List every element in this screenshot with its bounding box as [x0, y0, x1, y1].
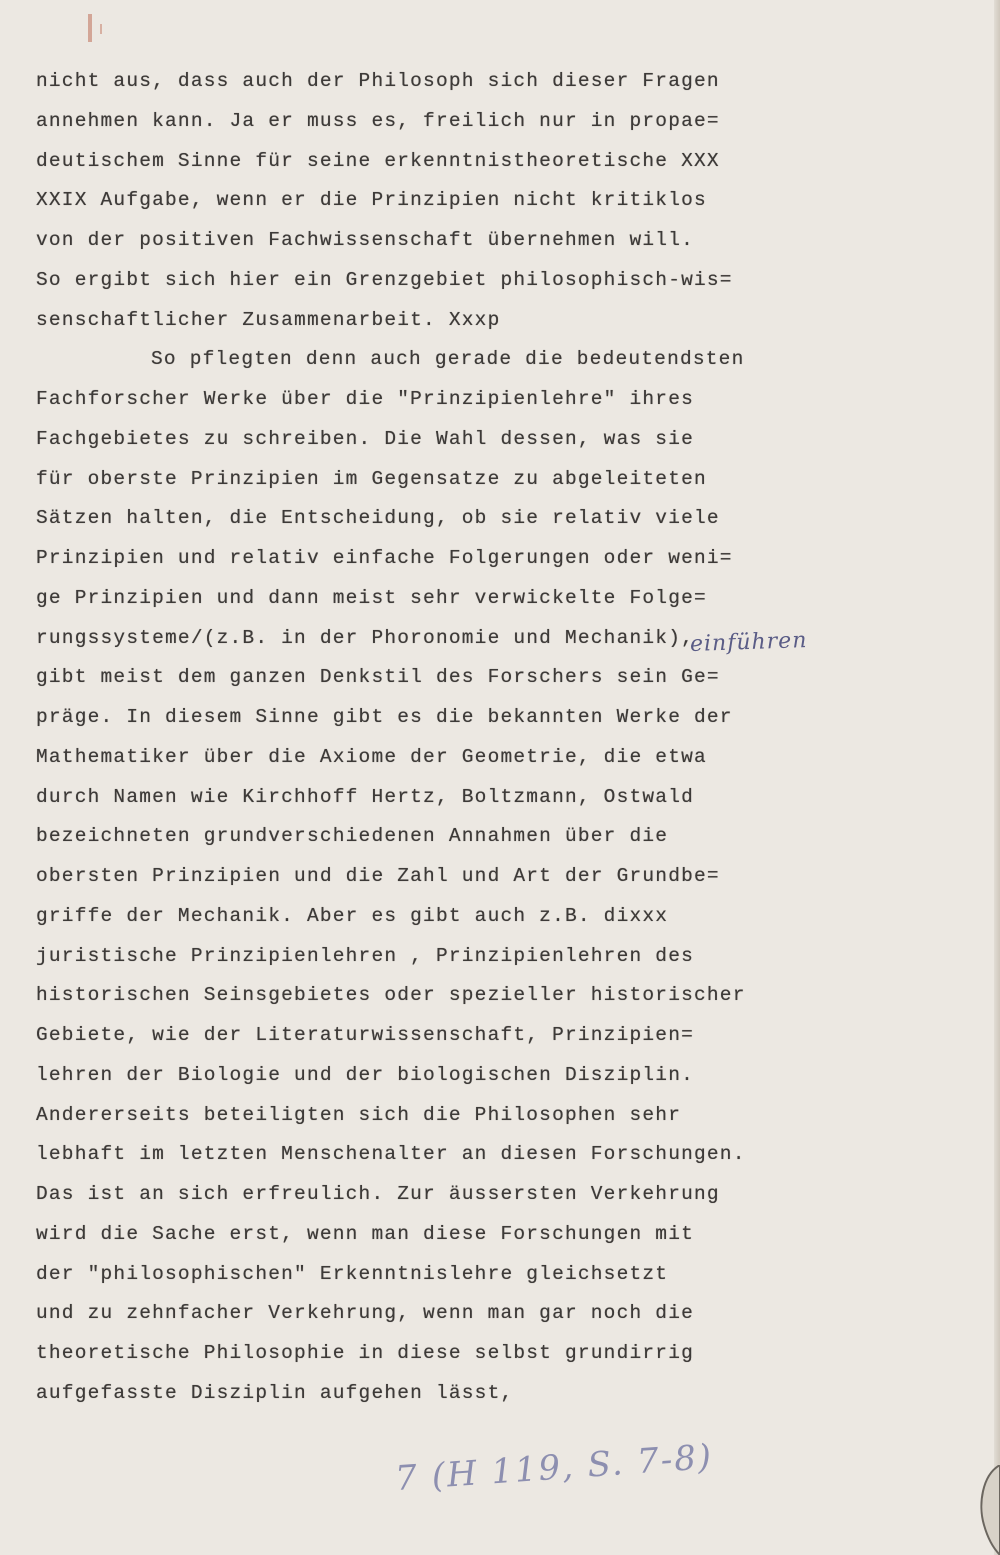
text-line: nicht aus, dass auch der Philosoph sich dieser Fragen — [36, 70, 720, 92]
paragraph-start-line: So pflegten denn auch gerade die bedeutendsten — [151, 348, 745, 371]
typed-text-block — [36, 62, 816, 1414]
text-line: gibt meist dem ganzen Denkstil des Forschers sein Ge= — [36, 666, 720, 689]
handwritten-margin-note: einführen — [689, 627, 808, 658]
text-line: und zu zehnfacher Verkehrung, wenn man gar noch die — [36, 1302, 694, 1325]
text-line: durch Namen wie Kirchhoff Hertz, Boltzmann, Ostwald — [36, 785, 694, 808]
text-line: Fachgebietes zu schreiben. Die Wahl dessen, was sie — [36, 427, 694, 450]
text-line: Gebiete, wie der Literaturwissenschaft, Prinzipien= — [36, 1024, 694, 1046]
text-line: wird die Sache erst, wenn man diese Forschungen mit — [36, 1222, 694, 1245]
text-line: rungssysteme/(z.B. in der Phoronomie und Mechanik), — [36, 626, 694, 649]
paper-edge — [994, 0, 1000, 1555]
page-corner-curl — [960, 1465, 1000, 1555]
text-line: lebhaft im letzten Menschenalter an diesen Forschungen. — [36, 1143, 746, 1166]
text-line: für oberste Prinzipien im Gegensatze zu abgeleiteten — [36, 467, 707, 490]
text-line: griffe der Mechanik. Aber es gibt auch z.B. dixxx — [36, 904, 669, 927]
text-line: juristische Prinzipienlehren , Prinzipienlehren des — [36, 944, 694, 967]
archive-reference-pencil: 7 (H 119, S. 7-8) — [393, 1436, 715, 1500]
text-line: deutischem Sinne für seine erkenntnistheoretische XXX — [36, 149, 720, 172]
text-line: präge. In diesem Sinne gibt es die bekannten Werke der — [36, 706, 733, 728]
text-line: Prinzipien und relativ einfache Folgerungen oder weni= — [36, 547, 733, 569]
text-line: XXIX Aufgabe, wenn er die Prinzipien nicht kritiklos — [36, 189, 707, 212]
text-line: Fachforscher Werke über die "Prinzipienlehre" ihres — [36, 388, 694, 410]
text-line: theoretische Philosophie in diese selbst grundirrig — [36, 1342, 694, 1364]
text-line: Das ist an sich erfreulich. Zur äussersten Verkehrung — [36, 1183, 720, 1205]
text-line: obersten Prinzipien und die Zahl und Art der Grundbe= — [36, 865, 720, 887]
text-line: ge Prinzipien und dann meist sehr verwickelte Folge= — [36, 586, 707, 609]
text-line: Andererseits beteiligten sich die Philosophen sehr — [36, 1103, 682, 1126]
text-line: So ergibt sich hier ein Grenzgebiet philosophisch-wis= — [36, 268, 733, 291]
text-line: von der positiven Fachwissenschaft übernehmen will. — [36, 229, 694, 251]
text-line: historischen Seinsgebietes oder spezieller historischer — [36, 984, 746, 1007]
text-line: aufgefasste Disziplin aufgehen lässt, — [36, 1381, 514, 1404]
text-line: senschaftlicher Zusammenarbeit. Xxxp — [36, 308, 501, 331]
text-line: Sätzen halten, die Entscheidung, ob sie relativ viele — [36, 507, 720, 530]
ink-mark — [100, 24, 102, 34]
text-line: der "philosophischen" Erkenntnislehre gleichsetzt — [36, 1262, 669, 1285]
ink-mark — [88, 14, 92, 42]
text-line: Mathematiker über die Axiome der Geometrie, die etwa — [36, 745, 707, 768]
text-line: lehren der Biologie und der biologischen Disziplin. — [36, 1063, 694, 1086]
text-line: bezeichneten grundverschiedenen Annahmen über die — [36, 825, 669, 848]
text-line: annehmen kann. Ja er muss es, freilich nur in propae= — [36, 109, 720, 132]
